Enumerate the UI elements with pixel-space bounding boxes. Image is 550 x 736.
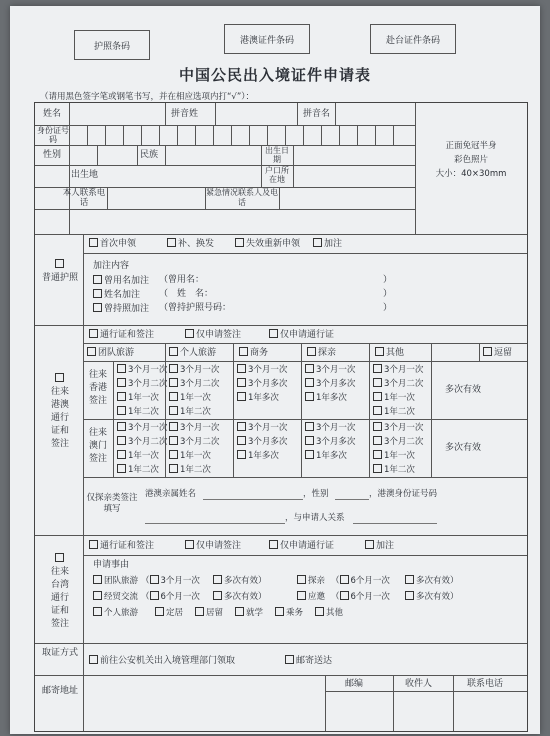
mo-stay-multi: 多次有效 xyxy=(445,443,482,453)
passport-opt-first[interactable]: 首次申领 xyxy=(89,238,136,250)
checkbox-icon xyxy=(150,575,159,584)
hk-group-1y2[interactable]: 1年二次 xyxy=(117,406,159,418)
passport-opt-reissue[interactable]: 补、换发 xyxy=(167,238,214,250)
checkbox-icon xyxy=(117,436,126,445)
pickup-section-label: 取证方式 xyxy=(41,648,78,658)
checkbox-icon xyxy=(340,575,349,584)
mo-family-3mm[interactable]: 3个月多次 xyxy=(305,436,355,448)
pickup-mail[interactable]: 邮寄送达 xyxy=(285,655,332,667)
hkmo-checkbox[interactable] xyxy=(55,373,64,382)
mo-endorse-label: 往来澳门签注 xyxy=(88,428,107,464)
hukou-label: 户口所在地 xyxy=(265,166,289,184)
checkbox-icon xyxy=(169,392,178,401)
checkbox-icon xyxy=(169,378,178,387)
checkbox-icon xyxy=(117,450,126,459)
passport-opt-lost[interactable]: 失效重新申领 xyxy=(235,238,300,250)
kin-label: 仅探亲类签注填写 xyxy=(86,493,138,514)
checkbox-icon xyxy=(237,392,246,401)
checkbox-icon xyxy=(235,607,244,616)
id-number-label: 身份证号码 xyxy=(37,126,69,144)
hk-personal-3m2[interactable]: 3个月二次 xyxy=(169,378,219,390)
mo-group-1y2[interactable]: 1年二次 xyxy=(117,464,159,476)
passport-barcode-label: 护照条码 xyxy=(93,41,130,52)
tw-barcode-label: 赴台证件条码 xyxy=(385,35,440,46)
checkbox-icon xyxy=(237,422,246,431)
checkbox-icon xyxy=(117,378,126,387)
tw-business[interactable]: 乘务 xyxy=(275,607,303,619)
photo-spec-3: 大小：40×30mm xyxy=(435,169,507,179)
former-name-hint: （曾用名： xyxy=(159,275,205,285)
tw-opt-endorse-add[interactable]: 加注 xyxy=(365,540,394,552)
pinyin-surname-label: 拼音姓 xyxy=(171,109,199,119)
cat-personal[interactable]: 个人旅游 xyxy=(169,347,216,359)
cat-stay[interactable]: 逗留 xyxy=(483,347,512,359)
tw-invited[interactable]: 应邀 xyxy=(297,591,325,603)
tw-econ[interactable]: 经贸交流 xyxy=(93,591,138,603)
tw-opt-both[interactable]: 通行证和签注 xyxy=(89,540,154,552)
hk-endorse-label: 往来香港签注 xyxy=(88,370,107,406)
tw-barcode-box xyxy=(370,24,456,54)
checkbox-icon xyxy=(297,591,306,600)
checkbox-icon xyxy=(155,607,164,616)
hkmo-section-text: 往来港澳通行证和签注 xyxy=(50,387,69,449)
hkmo-section-label xyxy=(39,373,81,451)
cat-group[interactable]: 团队旅游 xyxy=(87,347,134,359)
hkmo-opt-permit[interactable]: 仅申请通行证 xyxy=(269,329,334,341)
tw-group[interactable]: 团队旅游 xyxy=(93,575,138,587)
photo-spec-1: 正面免冠半身 xyxy=(445,141,497,151)
checkbox-icon xyxy=(305,364,314,373)
hk-other-3m1[interactable]: 3个月一次 xyxy=(373,364,423,376)
mo-personal-1y1[interactable]: 1年一次 xyxy=(169,450,211,462)
hkmo-opt-endorse[interactable]: 仅申请签注 xyxy=(185,329,241,341)
pinyin-given-label: 拼音名 xyxy=(303,109,331,119)
checkbox-icon xyxy=(237,436,246,445)
mo-business-1ym[interactable]: 1年多次 xyxy=(237,450,279,462)
checkbox-icon xyxy=(315,607,324,616)
name-field[interactable] xyxy=(71,109,163,121)
mo-other-3m1[interactable]: 3个月一次 xyxy=(373,422,423,434)
tw-opt-permit[interactable]: 仅申请通行证 xyxy=(269,540,334,552)
tw-family[interactable]: 探亲 xyxy=(297,575,325,587)
checkbox-icon xyxy=(313,238,322,247)
mo-personal-3m1[interactable]: 3个月一次 xyxy=(169,422,219,434)
kin-relation-label: ，与申请人关系 xyxy=(285,513,345,523)
checkbox-icon xyxy=(169,347,178,356)
hkmo-barcode-label: 港澳证件条码 xyxy=(239,35,294,46)
hkmo-barcode-box xyxy=(224,24,310,54)
name-label: 姓名 xyxy=(43,109,62,119)
taiwan-checkbox[interactable] xyxy=(55,553,64,562)
checkbox-icon xyxy=(195,607,204,616)
hk-family-1ym[interactable]: 1年多次 xyxy=(305,392,347,404)
hk-group-3m2[interactable]: 3个月二次 xyxy=(117,378,167,390)
passport-checkbox[interactable] xyxy=(55,259,64,268)
checkbox-icon xyxy=(89,540,98,549)
name-endorse-close: ） xyxy=(383,289,393,299)
form-title: 中国公民出入境证件申请表 xyxy=(178,66,371,84)
kin-name-label: 港澳亲属姓名 xyxy=(145,489,197,499)
tw-opt-endorse[interactable]: 仅申请签注 xyxy=(185,540,241,552)
checkbox-icon xyxy=(373,392,382,401)
tw-econ-multi[interactable]: 多次有效） xyxy=(213,591,267,603)
checkbox-icon xyxy=(269,540,278,549)
checkbox-icon xyxy=(89,329,98,338)
former-name-close: ） xyxy=(383,275,393,285)
checkbox-icon xyxy=(93,275,102,284)
checkbox-icon xyxy=(169,464,178,473)
checkbox-icon xyxy=(373,378,382,387)
checkbox-icon xyxy=(213,591,222,600)
cat-family[interactable]: 探亲 xyxy=(307,347,336,359)
former-passport-hint: （曾持护照号码： xyxy=(159,303,232,313)
mo-group-3m1[interactable]: 3个月一次 xyxy=(117,422,167,434)
checkbox-icon xyxy=(117,364,126,373)
hk-family-3m1[interactable]: 3个月一次 xyxy=(305,364,355,376)
checkbox-icon xyxy=(169,450,178,459)
hk-business-1ym[interactable]: 1年多次 xyxy=(237,392,279,404)
hk-stay-multi: 多次有效 xyxy=(445,385,482,395)
ethnicity-label: 民族 xyxy=(140,150,159,160)
tw-invited-6m1[interactable]: （ 6个月一次 xyxy=(331,592,390,602)
checkbox-icon xyxy=(117,464,126,473)
checkbox-icon xyxy=(365,540,374,549)
name-endorse-hint: （ 姓 名： xyxy=(159,289,214,299)
checkbox-icon xyxy=(305,392,314,401)
tw-settle[interactable]: 定居 xyxy=(155,607,183,619)
checkbox-icon xyxy=(93,607,102,616)
tw-family-6m1[interactable]: （ 6个月一次 xyxy=(331,576,390,586)
former-passport-endorse[interactable]: 曾持照加注 xyxy=(93,303,149,315)
hk-business-3mm[interactable]: 3个月多次 xyxy=(237,378,287,390)
checkbox-icon xyxy=(305,436,314,445)
tw-group-multi[interactable]: 多次有效） xyxy=(213,575,267,587)
checkbox-icon xyxy=(117,406,126,415)
mo-family-1ym[interactable]: 1年多次 xyxy=(305,450,347,462)
checkbox-icon xyxy=(93,303,102,312)
checkbox-icon xyxy=(93,575,102,584)
photo-area xyxy=(419,139,523,181)
mo-family-3m1[interactable]: 3个月一次 xyxy=(305,422,355,434)
photo-spec-2: 彩色照片 xyxy=(453,155,488,165)
mo-other-1y1[interactable]: 1年一次 xyxy=(373,450,415,462)
mail-phone-label: 联系电话 xyxy=(467,679,504,689)
checkbox-icon xyxy=(269,329,278,338)
form-grid xyxy=(34,102,528,732)
checkbox-icon xyxy=(340,591,349,600)
checkbox-icon xyxy=(87,347,96,356)
checkbox-icon xyxy=(305,378,314,387)
birth-date-label: 出生日期 xyxy=(265,146,289,164)
checkbox-icon xyxy=(405,575,414,584)
form-instruction: （请用黑色签字笔或钢笔书写，并在相应选项内打“√”）： xyxy=(40,92,254,102)
mo-business-3mm[interactable]: 3个月多次 xyxy=(237,436,287,448)
checkbox-icon xyxy=(235,238,244,247)
mo-business-3m1[interactable]: 3个月一次 xyxy=(237,422,287,434)
hk-personal-1y1[interactable]: 1年一次 xyxy=(169,392,211,404)
hk-group-1y1[interactable]: 1年一次 xyxy=(117,392,159,404)
checkbox-icon xyxy=(169,406,178,415)
passport-barcode-box xyxy=(74,30,150,60)
checkbox-icon xyxy=(285,655,294,664)
cat-business[interactable]: 商务 xyxy=(239,347,268,359)
taiwan-section-text: 往来台湾通行证和签注 xyxy=(50,567,69,629)
passport-section-label xyxy=(39,259,81,285)
tw-group-3m1[interactable]: （ 3个月一次 xyxy=(141,576,200,586)
hk-other-1y1[interactable]: 1年一次 xyxy=(373,392,415,404)
hkmo-opt-both[interactable]: 通行证和签注 xyxy=(89,329,154,341)
checkbox-icon xyxy=(373,422,382,431)
checkbox-icon xyxy=(185,540,194,549)
checkbox-icon xyxy=(93,591,102,600)
tw-reason-label: 申请事由 xyxy=(93,560,130,570)
checkbox-icon xyxy=(93,289,102,298)
application-form-sheet xyxy=(10,6,540,734)
checkbox-icon xyxy=(150,591,159,600)
checkbox-icon xyxy=(373,436,382,445)
checkbox-icon xyxy=(89,238,98,247)
mo-personal-3m2[interactable]: 3个月二次 xyxy=(169,436,219,448)
mail-recipient-label: 收件人 xyxy=(405,679,433,689)
hk-personal-3m1[interactable]: 3个月一次 xyxy=(169,364,219,376)
tw-reside[interactable]: 居留 xyxy=(195,607,223,619)
checkbox-icon xyxy=(373,406,382,415)
checkbox-icon xyxy=(237,378,246,387)
checkbox-icon xyxy=(305,450,314,459)
mo-personal-1y2[interactable]: 1年二次 xyxy=(169,464,211,476)
checkbox-icon xyxy=(117,422,126,431)
former-name-endorse[interactable]: 曾用名加注 xyxy=(93,275,149,287)
checkbox-icon xyxy=(117,392,126,401)
gender-label: 性别 xyxy=(43,150,62,160)
emergency-contact-label: 紧急情况联系人及电话 xyxy=(206,188,278,207)
checkbox-icon xyxy=(483,347,492,356)
checkbox-icon xyxy=(305,422,314,431)
mo-other-3m2[interactable]: 3个月二次 xyxy=(373,436,423,448)
checkbox-icon xyxy=(169,364,178,373)
checkbox-icon xyxy=(213,575,222,584)
hk-family-3mm[interactable]: 3个月多次 xyxy=(305,378,355,390)
checkbox-icon xyxy=(307,347,316,356)
mail-section-label: 邮寄地址 xyxy=(41,686,78,696)
kin-id-label: ，港澳身份证号码 xyxy=(369,489,438,499)
checkbox-icon xyxy=(237,450,246,459)
pickup-office[interactable]: 前往公安机关出入境管理部门领取 xyxy=(89,655,235,667)
taiwan-section-label xyxy=(39,553,81,631)
endorse-content-label: 加注内容 xyxy=(93,261,130,271)
checkbox-icon xyxy=(239,347,248,356)
mo-group-1y1[interactable]: 1年一次 xyxy=(117,450,159,462)
mo-group-3m2[interactable]: 3个月二次 xyxy=(117,436,167,448)
checkbox-icon xyxy=(167,238,176,247)
hk-personal-1y2[interactable]: 1年二次 xyxy=(169,406,211,418)
hk-group-3m1[interactable]: 3个月一次 xyxy=(117,364,167,376)
checkbox-icon xyxy=(237,364,246,373)
name-endorse[interactable]: 姓名加注 xyxy=(93,289,140,301)
tw-other[interactable]: 其他 xyxy=(315,607,343,619)
tw-family-multi[interactable]: 多次有效） xyxy=(405,575,459,587)
checkbox-icon xyxy=(169,422,178,431)
mo-other-1y2[interactable]: 1年二次 xyxy=(373,464,415,476)
mail-postcode-label: 邮编 xyxy=(345,679,364,689)
checkbox-icon xyxy=(169,436,178,445)
former-passport-close: ） xyxy=(383,303,393,313)
hk-other-3m2[interactable]: 3个月二次 xyxy=(373,378,423,390)
checkbox-icon xyxy=(89,655,98,664)
birthplace-label: 出生地 xyxy=(71,170,99,180)
tw-personal[interactable]: 个人旅游 xyxy=(93,607,138,619)
tw-invited-multi[interactable]: 多次有效） xyxy=(405,591,459,603)
passport-opt-endorse[interactable]: 加注 xyxy=(313,238,342,250)
tw-study[interactable]: 就学 xyxy=(235,607,263,619)
checkbox-icon xyxy=(405,591,414,600)
cat-other[interactable]: 其他 xyxy=(375,347,404,359)
checkbox-icon xyxy=(375,347,384,356)
tw-econ-6m1[interactable]: （ 6个月一次 xyxy=(141,592,200,602)
phone-label: 本人联系电话 xyxy=(62,188,106,208)
checkbox-icon xyxy=(275,607,284,616)
checkbox-icon xyxy=(373,364,382,373)
checkbox-icon xyxy=(373,450,382,459)
checkbox-icon xyxy=(185,329,194,338)
checkbox-icon xyxy=(373,464,382,473)
hk-other-1y2[interactable]: 1年二次 xyxy=(373,406,415,418)
passport-section-text: 普通护照 xyxy=(41,273,78,283)
checkbox-icon xyxy=(297,575,306,584)
kin-gender-label: ，性别 xyxy=(303,489,329,499)
hk-business-3m1[interactable]: 3个月一次 xyxy=(237,364,287,376)
